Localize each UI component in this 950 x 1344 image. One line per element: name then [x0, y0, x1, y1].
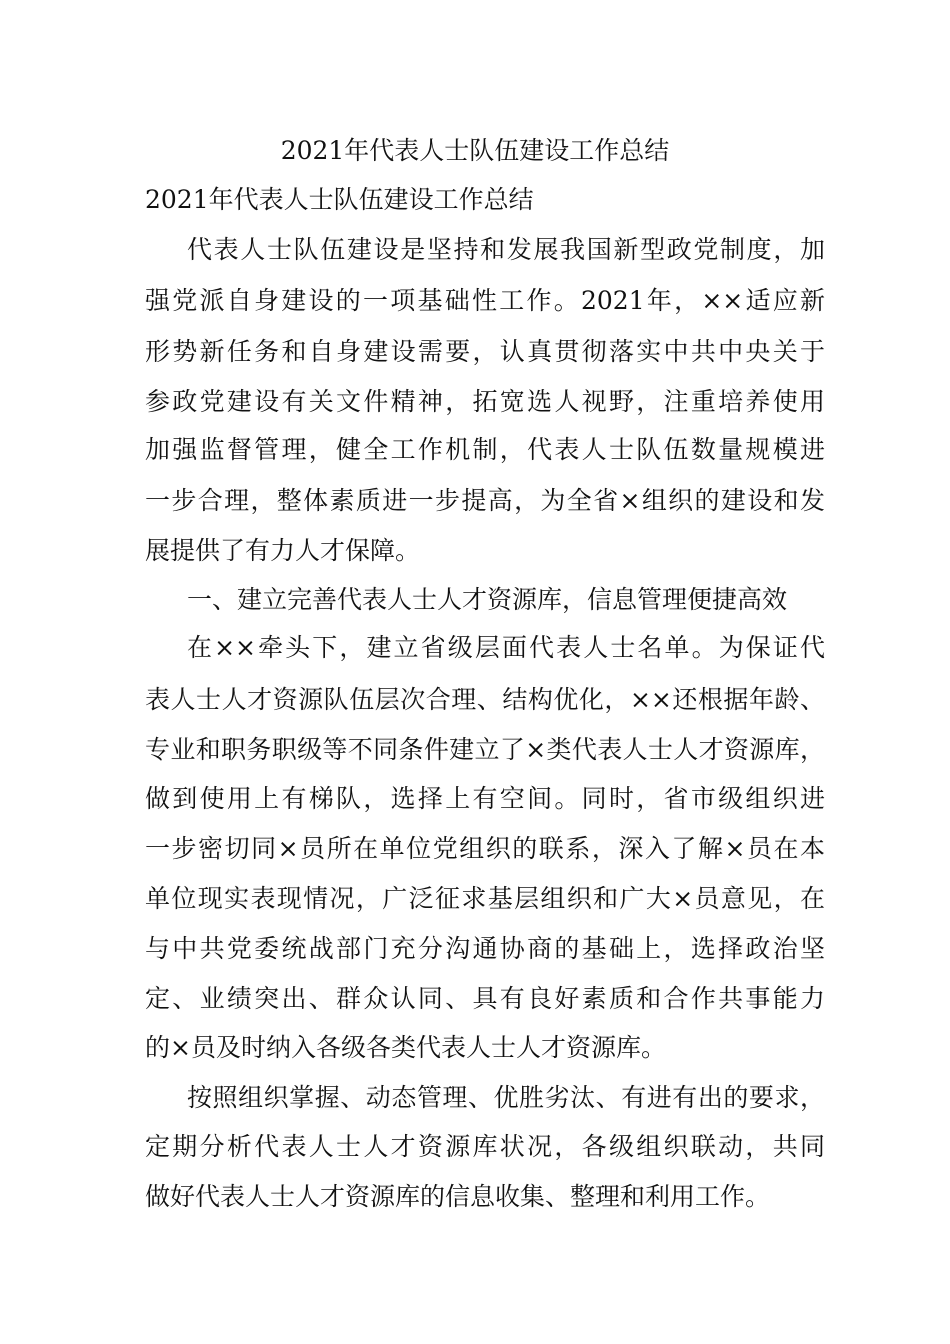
paragraph-1-line-4: 参政党建设有关文件精神，拓宽选人视野，注重培养使用 — [145, 387, 825, 416]
paragraph-2-line-9: 的×员及时纳入各级各类代表人士人才资源库。 — [145, 1033, 666, 1062]
document-title: 2021年代表人士队伍建设工作总结 — [280, 136, 670, 165]
paragraph-1-line-6: 一步合理，整体素质进一步提高，为全省×组织的建设和发 — [145, 486, 825, 515]
paragraph-2-line-7: 与中共党委统战部门充分沟通协商的基础上，选择政治坚 — [145, 934, 825, 963]
paragraph-3-line-3: 做好代表人士人才资源库的信息收集、整理和利用工作。 — [145, 1182, 771, 1211]
document-subtitle: 2021年代表人士队伍建设工作总结 — [145, 185, 534, 214]
paragraph-3-line-2: 定期分析代表人士人才资源库状况，各级组织联动，共同 — [145, 1132, 825, 1161]
paragraph-2-line-6: 单位现实表现情况，广泛征求基层组织和广大×员意见，在 — [145, 884, 825, 913]
paragraph-1-line-2: 强党派自身建设的一项基础性工作。2021年，××适应新 — [145, 286, 825, 315]
paragraph-1-line-7: 展提供了有力人才保障。 — [145, 536, 421, 565]
paragraph-1-line-5: 加强监督管理，健全工作机制，代表人士队伍数量规模进 — [145, 435, 825, 464]
paragraph-2-line-5: 一步密切同×员所在单位党组织的联系，深入了解×员在本 — [145, 834, 825, 863]
paragraph-2-line-3: 专业和职务职级等不同条件建立了×类代表人士人才资源库， — [145, 735, 825, 764]
paragraph-2-line-2: 表人士人才资源队伍层次合理、结构优化，××还根据年龄、 — [145, 685, 825, 714]
paragraph-2-line-4: 做到使用上有梯队，选择上有空间。同时，省市级组织进 — [145, 784, 825, 813]
paragraph-1-line-1: 代表人士队伍建设是坚持和发展我国新型政党制度，加 — [187, 235, 825, 264]
paragraph-3-line-1: 按照组织掌握、动态管理、优胜劣汰、有进有出的要求， — [187, 1083, 825, 1112]
paragraph-2-line-1: 在××牵头下，建立省级层面代表人士名单。为保证代 — [187, 633, 825, 662]
section-heading-1: 一、建立完善代表人士人才资源库，信息管理便捷高效 — [187, 585, 788, 614]
paragraph-2-line-8: 定、业绩突出、群众认同、具有良好素质和合作共事能力 — [145, 984, 825, 1013]
paragraph-1-line-3: 形势新任务和自身建设需要，认真贯彻落实中共中央关于 — [145, 337, 825, 366]
